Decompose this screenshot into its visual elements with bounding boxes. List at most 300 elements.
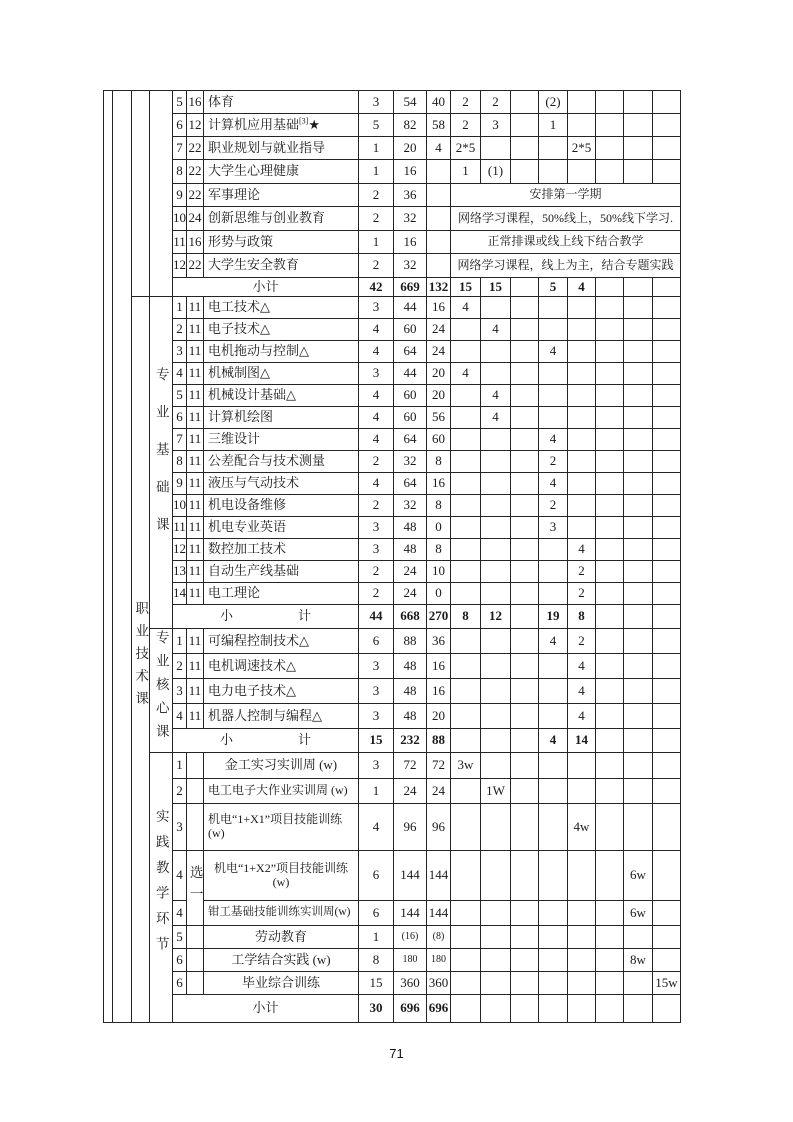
subtotal-practice-hours-cell: 696: [427, 995, 451, 1023]
semester-hours-cell: [511, 753, 539, 779]
semester-hours-cell: [596, 654, 624, 679]
semester-hours-cell: [624, 91, 653, 114]
total-hours-cell: 64: [394, 429, 427, 451]
course-code-cell: 16: [187, 91, 204, 114]
semester-hours-cell: [511, 160, 539, 184]
course-name-cell: 电机调速技术△: [204, 654, 359, 679]
semester-hours-cell: [511, 901, 539, 926]
subtotal-semester-cell: [451, 729, 481, 753]
semester-hours-cell: [539, 851, 568, 901]
semester-hours-cell: [653, 804, 681, 851]
table-row: [104, 495, 681, 517]
semester-hours-cell: [511, 949, 539, 972]
credits-cell: 2: [359, 451, 394, 473]
semester-hours-cell: [568, 341, 596, 363]
course-code-cell: 11: [187, 679, 204, 704]
table-row: [104, 779, 681, 804]
subtotal-semester-cell: [511, 278, 539, 297]
semester-hours-cell: [624, 804, 653, 851]
course-code-cell: 11: [187, 319, 204, 341]
credits-cell: 6: [359, 901, 394, 926]
semester-hours-cell: [596, 539, 624, 561]
semester-hours-cell: [568, 517, 596, 539]
semester-hours-cell: [624, 297, 653, 319]
total-hours-cell: 82: [394, 114, 427, 137]
row-number-cell: 2: [173, 319, 187, 341]
semester-hours-cell: [539, 363, 568, 385]
credits-cell: 2: [359, 561, 394, 583]
semester-hours-cell: [568, 451, 596, 473]
total-hours-cell: 36: [394, 184, 427, 207]
semester-hours-cell: [539, 779, 568, 804]
course-code-cell: [187, 804, 204, 851]
semester-hours-cell: (2): [539, 91, 568, 114]
practice-hours-cell: [427, 254, 451, 278]
course-name-cell: 数控加工技术: [204, 539, 359, 561]
total-hours-cell: 54: [394, 91, 427, 114]
credits-cell: 4: [359, 429, 394, 451]
semester-hours-cell: [596, 451, 624, 473]
semester-hours-cell: [624, 926, 653, 949]
total-hours-cell: 88: [394, 629, 427, 654]
credits-cell: 3: [359, 363, 394, 385]
subtotal-semester-cell: [511, 995, 539, 1023]
row-number-cell: 1: [173, 753, 187, 779]
subtotal-practice-hours-cell: 270: [427, 605, 451, 629]
semester-hours-cell: [568, 91, 596, 114]
course-code-cell: [187, 779, 204, 804]
subtotal-credits-cell: 15: [359, 729, 394, 753]
semester-hours-cell: [481, 704, 511, 729]
practice-hours-cell: (8): [427, 926, 451, 949]
total-hours-cell: 48: [394, 517, 427, 539]
semester-hours-cell: [568, 779, 596, 804]
semester-hours-cell: [511, 561, 539, 583]
subtotal-semester-cell: [653, 995, 681, 1023]
semester-hours-cell: [624, 679, 653, 704]
subtotal-semester-cell: 14: [568, 729, 596, 753]
course-code-cell: 11: [187, 407, 204, 429]
total-hours-cell: 64: [394, 473, 427, 495]
subtotal-semester-cell: [624, 605, 653, 629]
table-row: [104, 114, 681, 137]
semester-hours-cell: [451, 341, 481, 363]
semester-hours-cell: [653, 583, 681, 605]
semester-hours-cell: [568, 949, 596, 972]
table-row: [104, 804, 681, 851]
practice-hours-cell: 20: [427, 704, 451, 729]
semester-hours-cell: [624, 473, 653, 495]
practice-hours-cell: [427, 184, 451, 207]
credits-cell: 4: [359, 407, 394, 429]
semester-hours-cell: [511, 407, 539, 429]
subtotal-row: [104, 278, 681, 297]
semester-hours-cell: [653, 495, 681, 517]
semester-hours-cell: 4: [568, 654, 596, 679]
semester-hours-cell: [511, 385, 539, 407]
subtotal-semester-cell: [451, 995, 481, 1023]
semester-hours-cell: 4: [539, 429, 568, 451]
subtotal-total-hours-cell: 668: [394, 605, 427, 629]
subtotal-total-hours-cell: 669: [394, 278, 427, 297]
row-number-cell: 9: [173, 184, 187, 207]
practice-hours-cell: 0: [427, 583, 451, 605]
course-code-cell: 11: [187, 429, 204, 451]
semester-hours-cell: 4: [451, 297, 481, 319]
semester-hours-cell: [653, 319, 681, 341]
semester-hours-cell: [511, 114, 539, 137]
semester-hours-cell: [539, 949, 568, 972]
credits-cell: 1: [359, 137, 394, 160]
semester-hours-cell: [481, 495, 511, 517]
credits-cell: 3: [359, 753, 394, 779]
course-name-cell: 电工电子大作业实训周 (w): [204, 779, 359, 804]
total-hours-cell: 24: [394, 561, 427, 583]
semester-hours-cell: [624, 137, 653, 160]
credits-cell: 4: [359, 319, 394, 341]
semester-hours-cell: [653, 363, 681, 385]
total-hours-cell: 44: [394, 297, 427, 319]
subtotal-semester-cell: [596, 278, 624, 297]
semester-hours-cell: 1: [539, 114, 568, 137]
semester-hours-cell: [596, 753, 624, 779]
course-name-cell: 大学生心理健康: [204, 160, 359, 184]
semester-hours-cell: [481, 926, 511, 949]
row-number-cell: 6: [173, 949, 187, 972]
semester-hours-cell: [451, 901, 481, 926]
semester-hours-cell: [511, 926, 539, 949]
course-name-cell: 电力电子技术△: [204, 679, 359, 704]
subtotal-semester-cell: [624, 995, 653, 1023]
semester-hours-cell: [568, 319, 596, 341]
credits-cell: 2: [359, 184, 394, 207]
semester-hours-cell: [481, 363, 511, 385]
table-row: [104, 429, 681, 451]
course-name-cell: 公差配合与技术测量: [204, 451, 359, 473]
semester-hours-cell: [596, 679, 624, 704]
semester-hours-cell: [653, 629, 681, 654]
category-label-vocational: 职业技术课: [132, 297, 150, 1023]
total-hours-cell: (16): [394, 926, 427, 949]
row-number-cell: 12: [173, 254, 187, 278]
semester-hours-cell: [451, 385, 481, 407]
practice-hours-cell: 20: [427, 363, 451, 385]
semester-hours-cell: [653, 385, 681, 407]
semester-hours-cell: [653, 407, 681, 429]
semester-hours-cell: [624, 704, 653, 729]
semester-hours-cell: [653, 473, 681, 495]
outer-left-column-cell: [104, 91, 113, 1023]
row-number-cell: 4: [173, 363, 187, 385]
practice-hours-cell: 180: [427, 949, 451, 972]
row-number-cell: 3: [173, 341, 187, 363]
note-span-cell: 网络学习课程，50%线上，50%线下学习.: [451, 207, 681, 231]
credits-cell: 4: [359, 473, 394, 495]
credits-cell: 3: [359, 654, 394, 679]
semester-hours-cell: [451, 561, 481, 583]
practice-hours-cell: 0: [427, 517, 451, 539]
semester-hours-cell: [451, 972, 481, 995]
table-row: [104, 254, 681, 278]
semester-hours-cell: 4: [568, 539, 596, 561]
table-row: [104, 297, 681, 319]
course-name-cell: 电子技术△: [204, 319, 359, 341]
row-number-cell: 4: [173, 901, 187, 926]
semester-hours-cell: [596, 517, 624, 539]
practice-hours-cell: 24: [427, 319, 451, 341]
semester-hours-cell: [653, 91, 681, 114]
practice-hours-cell: 56: [427, 407, 451, 429]
semester-hours-cell: [511, 629, 539, 654]
semester-hours-cell: [511, 804, 539, 851]
course-code-cell: [187, 972, 204, 995]
total-hours-cell: 48: [394, 654, 427, 679]
credits-cell: 3: [359, 539, 394, 561]
semester-hours-cell: [511, 679, 539, 704]
semester-hours-cell: 2*5: [568, 137, 596, 160]
subtotal-label-cell: 小 计: [173, 605, 359, 629]
course-name-cell: 机电专业英语: [204, 517, 359, 539]
semester-hours-cell: [653, 114, 681, 137]
table-row: [104, 679, 681, 704]
semester-hours-cell: [481, 561, 511, 583]
semester-hours-cell: [624, 407, 653, 429]
semester-hours-cell: [568, 363, 596, 385]
table-row: [104, 561, 681, 583]
credits-cell: 1: [359, 231, 394, 254]
course-name-cell: 自动生产线基础: [204, 561, 359, 583]
total-hours-cell: 32: [394, 254, 427, 278]
total-hours-cell: 20: [394, 137, 427, 160]
semester-hours-cell: [511, 851, 539, 901]
total-hours-cell: 32: [394, 495, 427, 517]
row-number-cell: 1: [173, 629, 187, 654]
practice-hours-cell: 72: [427, 753, 451, 779]
total-hours-cell: 32: [394, 451, 427, 473]
semester-hours-cell: 2*5: [451, 137, 481, 160]
note-span-cell: 正常排课或线上线下结合教学: [451, 231, 681, 254]
subtotal-semester-cell: 19: [539, 605, 568, 629]
semester-hours-cell: [596, 561, 624, 583]
subtotal-row: [104, 995, 681, 1023]
table-row: [104, 137, 681, 160]
semester-hours-cell: 4: [481, 319, 511, 341]
semester-hours-cell: [624, 429, 653, 451]
course-name-cell: 形势与政策: [204, 231, 359, 254]
subtotal-credits-cell: 30: [359, 995, 394, 1023]
course-code-cell: 11: [187, 561, 204, 583]
semester-hours-cell: [451, 779, 481, 804]
total-hours-cell: 144: [394, 851, 427, 901]
course-name-cell: 军事理论: [204, 184, 359, 207]
course-code-cell: 16: [187, 231, 204, 254]
subtotal-semester-cell: 4: [568, 278, 596, 297]
practice-hours-cell: 96: [427, 804, 451, 851]
course-name-cell: 可编程控制技术△: [204, 629, 359, 654]
table-row: [104, 341, 681, 363]
credits-cell: 6: [359, 851, 394, 901]
subtotal-credits-cell: 44: [359, 605, 394, 629]
subtotal-semester-cell: 8: [451, 605, 481, 629]
semester-hours-cell: [539, 407, 568, 429]
row-number-cell: 3: [173, 679, 187, 704]
semester-hours-cell: [539, 804, 568, 851]
practice-hours-cell: 8: [427, 539, 451, 561]
semester-hours-cell: [451, 679, 481, 704]
course-name-cell: 大学生安全教育: [204, 254, 359, 278]
total-hours-cell: 64: [394, 341, 427, 363]
semester-hours-cell: [653, 901, 681, 926]
row-number-cell: 7: [173, 137, 187, 160]
semester-hours-cell: [481, 972, 511, 995]
subtotal-semester-cell: [511, 605, 539, 629]
row-number-cell: 7: [173, 429, 187, 451]
semester-hours-cell: [511, 429, 539, 451]
semester-hours-cell: [624, 583, 653, 605]
semester-hours-cell: [539, 297, 568, 319]
course-name-cell: 电工理论: [204, 583, 359, 605]
semester-hours-cell: [596, 385, 624, 407]
semester-hours-cell: [624, 779, 653, 804]
row-number-cell: 11: [173, 517, 187, 539]
subtotal-row: [104, 605, 681, 629]
semester-hours-cell: [481, 429, 511, 451]
semester-hours-cell: 4: [568, 679, 596, 704]
semester-hours-cell: [511, 137, 539, 160]
row-number-cell: 6: [173, 407, 187, 429]
semester-hours-cell: 2: [539, 451, 568, 473]
semester-hours-cell: [624, 495, 653, 517]
course-code-cell: 22: [187, 160, 204, 184]
semester-hours-cell: [511, 495, 539, 517]
table-row: [104, 91, 681, 114]
semester-hours-cell: [481, 539, 511, 561]
note-span-cell: 安排第一学期: [451, 184, 681, 207]
semester-hours-cell: [653, 517, 681, 539]
semester-hours-cell: 1W: [481, 779, 511, 804]
total-hours-cell: 48: [394, 679, 427, 704]
semester-hours-cell: [451, 319, 481, 341]
credits-cell: 4: [359, 804, 394, 851]
semester-hours-cell: [511, 473, 539, 495]
table-row: [104, 851, 681, 901]
semester-hours-cell: [568, 114, 596, 137]
semester-hours-cell: [481, 804, 511, 851]
subtotal-semester-cell: [481, 729, 511, 753]
subtotal-credits-cell: 42: [359, 278, 394, 297]
course-subtype-cell-top: [150, 91, 173, 297]
row-number-cell: 5: [173, 385, 187, 407]
course-name-cell: 计算机绘图: [204, 407, 359, 429]
semester-hours-cell: [511, 91, 539, 114]
semester-hours-cell: [481, 137, 511, 160]
practice-hours-cell: 40: [427, 91, 451, 114]
row-number-cell: 4: [173, 851, 187, 901]
practice-hours-cell: [427, 207, 451, 231]
semester-hours-cell: [624, 972, 653, 995]
semester-hours-cell: [511, 517, 539, 539]
semester-hours-cell: [624, 539, 653, 561]
practice-hours-cell: 16: [427, 297, 451, 319]
practice-hours-cell: 24: [427, 779, 451, 804]
semester-hours-cell: [624, 753, 653, 779]
semester-hours-cell: [481, 654, 511, 679]
section-label: 实践教学环节: [150, 753, 173, 1023]
semester-hours-cell: [624, 385, 653, 407]
table-row: [104, 160, 681, 184]
row-number-cell: 4: [173, 704, 187, 729]
table-row: [104, 184, 681, 207]
row-number-cell: 14: [173, 583, 187, 605]
practice-hours-cell: 36: [427, 629, 451, 654]
course-code-cell: [187, 753, 204, 779]
semester-hours-cell: [451, 539, 481, 561]
course-name-cell: 体育: [204, 91, 359, 114]
semester-hours-cell: [653, 949, 681, 972]
table-row: [104, 473, 681, 495]
semester-hours-cell: [596, 804, 624, 851]
semester-hours-cell: 2: [568, 583, 596, 605]
total-hours-cell: 144: [394, 901, 427, 926]
semester-hours-cell: [568, 160, 596, 184]
semester-hours-cell: [539, 679, 568, 704]
semester-hours-cell: [451, 495, 481, 517]
semester-hours-cell: 4: [539, 629, 568, 654]
table-row: [104, 654, 681, 679]
subtotal-semester-cell: [568, 995, 596, 1023]
credits-cell: 4: [359, 385, 394, 407]
subtotal-semester-cell: 4: [539, 729, 568, 753]
row-number-cell: 6: [173, 114, 187, 137]
practice-hours-cell: 360: [427, 972, 451, 995]
practice-hours-cell: 8: [427, 495, 451, 517]
semester-hours-cell: 4: [451, 363, 481, 385]
semester-hours-cell: 2: [539, 495, 568, 517]
semester-hours-cell: [596, 363, 624, 385]
row-number-cell: 12: [173, 539, 187, 561]
semester-hours-cell: [596, 114, 624, 137]
course-name-cell: 工学结合实践 (w): [204, 949, 359, 972]
semester-hours-cell: [451, 926, 481, 949]
semester-hours-cell: 6w: [624, 901, 653, 926]
table-row: [104, 583, 681, 605]
practice-hours-cell: 4: [427, 137, 451, 160]
course-name-cell: 创新思维与创业教育: [204, 207, 359, 231]
table-row: [104, 753, 681, 779]
semester-hours-cell: [511, 297, 539, 319]
semester-hours-cell: [596, 495, 624, 517]
row-number-cell: 5: [173, 926, 187, 949]
credits-cell: 3: [359, 297, 394, 319]
course-code-cell: 11: [187, 654, 204, 679]
semester-hours-cell: [539, 901, 568, 926]
table-row: [104, 704, 681, 729]
row-number-cell: 2: [173, 654, 187, 679]
course-name-cell: 机电设备维修: [204, 495, 359, 517]
semester-hours-cell: 2: [568, 629, 596, 654]
semester-hours-cell: [451, 583, 481, 605]
semester-hours-cell: [653, 297, 681, 319]
credits-cell: 4: [359, 341, 394, 363]
course-code-cell: [187, 949, 204, 972]
total-hours-cell: 180: [394, 949, 427, 972]
semester-hours-cell: [596, 779, 624, 804]
course-code-cell: 11: [187, 341, 204, 363]
subtotal-total-hours-cell: 696: [394, 995, 427, 1023]
course-name-cell: 金工实习实训周 (w): [204, 753, 359, 779]
subtotal-semester-cell: [596, 995, 624, 1023]
subtotal-semester-cell: [653, 278, 681, 297]
